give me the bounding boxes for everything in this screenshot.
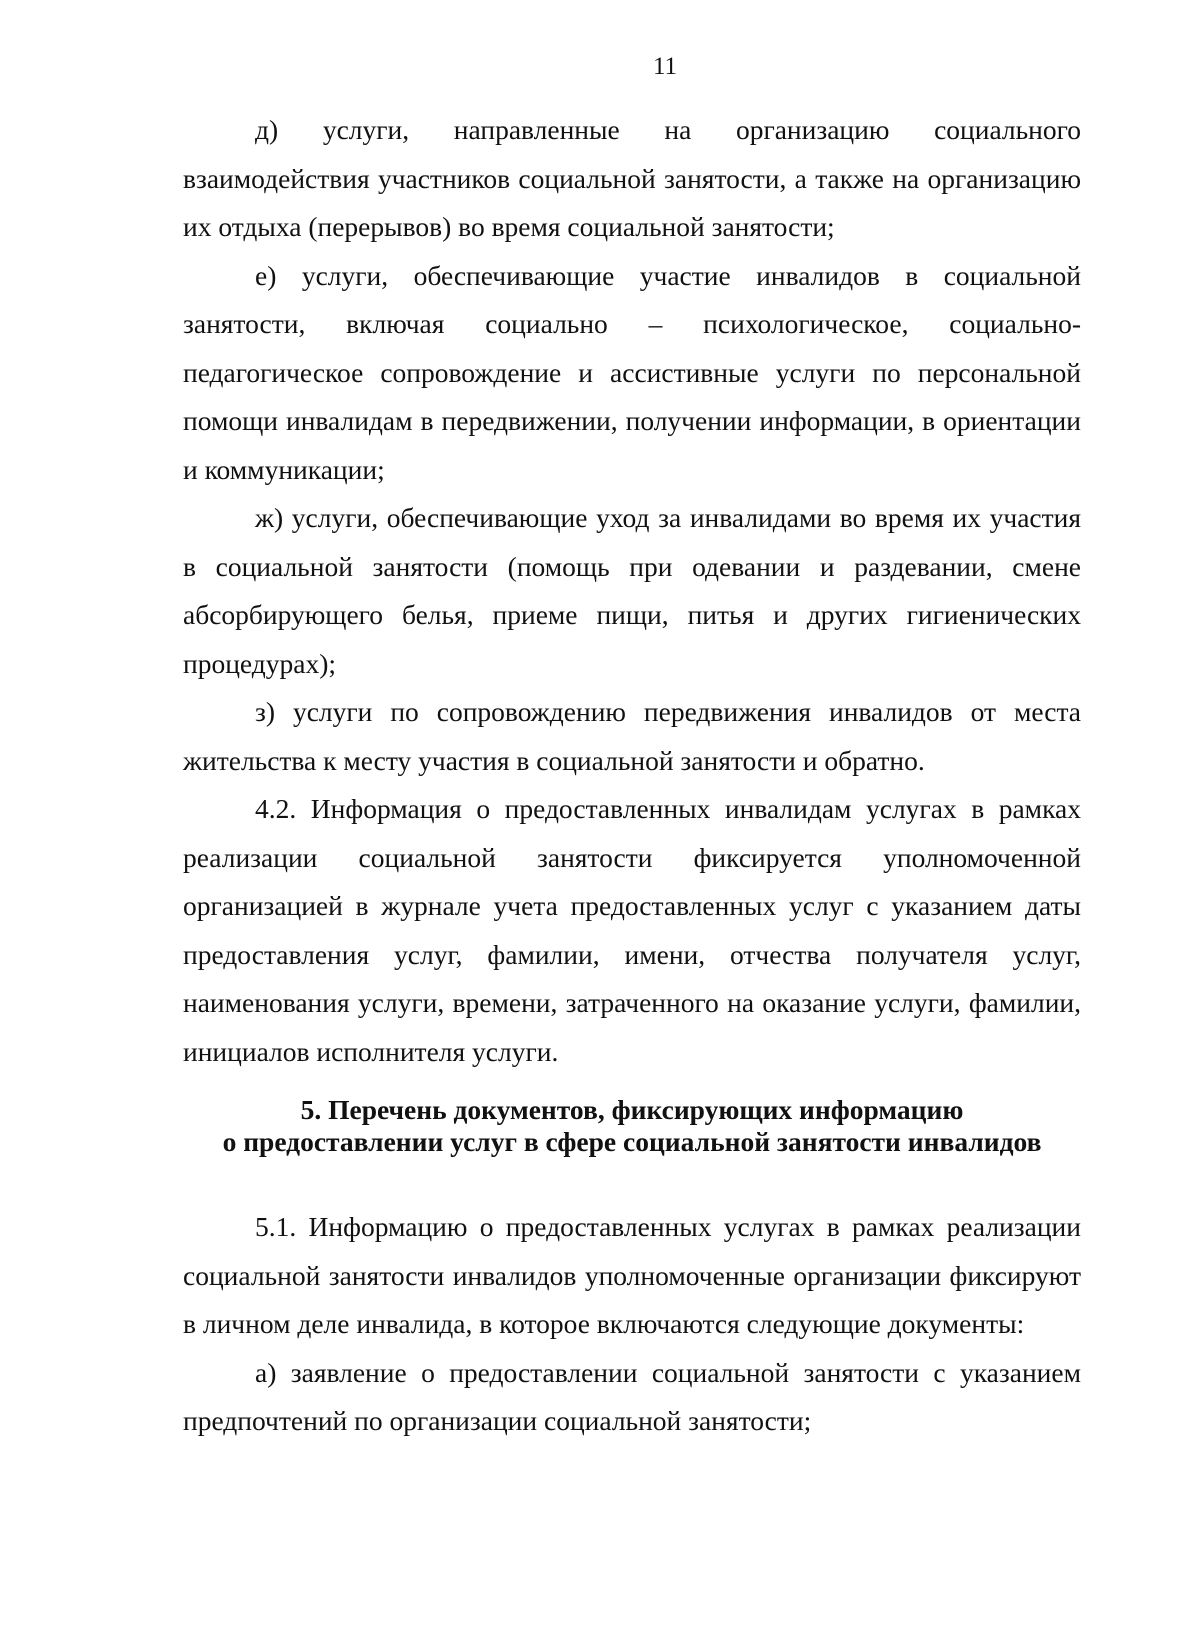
paragraph-item-z: з) услуги по сопровождению передвижения инвалидов от места жительства к месту участия в социальной занятости и обратно. xyxy=(183,696,1081,776)
section-heading xyxy=(183,1094,1081,1158)
section-heading-line-2: о предоставлении услуг в сфере социальной занятости инвалидов xyxy=(222,1126,1042,1157)
paragraph-5-1: 5.1. Информацию о предоставленных услугах в рамках реализации социальной занятости инвалидов уполномоченные организации фиксируют в личном деле инвалида, в которое включаются следующие документы: xyxy=(183,1211,1081,1339)
page-number: 11 xyxy=(652,53,678,80)
paragraph-item-a: а) заявление о предоставлении социальной занятости с указанием предпочтений по организации социальной занятости; xyxy=(183,1356,1081,1436)
paragraph-item-zh: ж) услуги, обеспечивающие уход за инвалидами во время их участия в социальной занятости (помощь при одевании и раздевании, смене абсорбирующего белья, приеме пищи, питья и других гигиенических процедурах); xyxy=(183,502,1081,679)
paragraph-item-e: е) услуги, обеспечивающие участие инвалидов в социальной занятости, включая социально – психологическое, социально-педагогическое сопровождение и ассистивные услуги по персональной помощи инвалидам в передвижении, получении информации, в ориентации и коммуникации; xyxy=(183,259,1081,485)
section-heading-line-1: 5. Перечень документов, фиксирующих информацию xyxy=(300,1094,964,1125)
paragraph-4-2: 4.2. Информация о предоставленных инвалидам услугах в рамках реализации социальной занятости фиксируется уполномоченной организацией в журнале учета предоставленных услуг с указанием даты предоставления услуг, фамилии, имени, отчества получателя услуг, наименования услуги, времени, затраченного на оказание услуги, фамилии, инициалов исполнителя услуги. xyxy=(183,793,1081,1067)
text-block-documents xyxy=(183,1203,1081,1446)
text-block-services xyxy=(183,106,1081,1076)
paragraph-item-d: д) услуги, направленные на организацию социального взаимодействия участников социальной занятости, а также на организацию их отдыха (перерывов) во время социальной занятости; xyxy=(183,114,1081,242)
